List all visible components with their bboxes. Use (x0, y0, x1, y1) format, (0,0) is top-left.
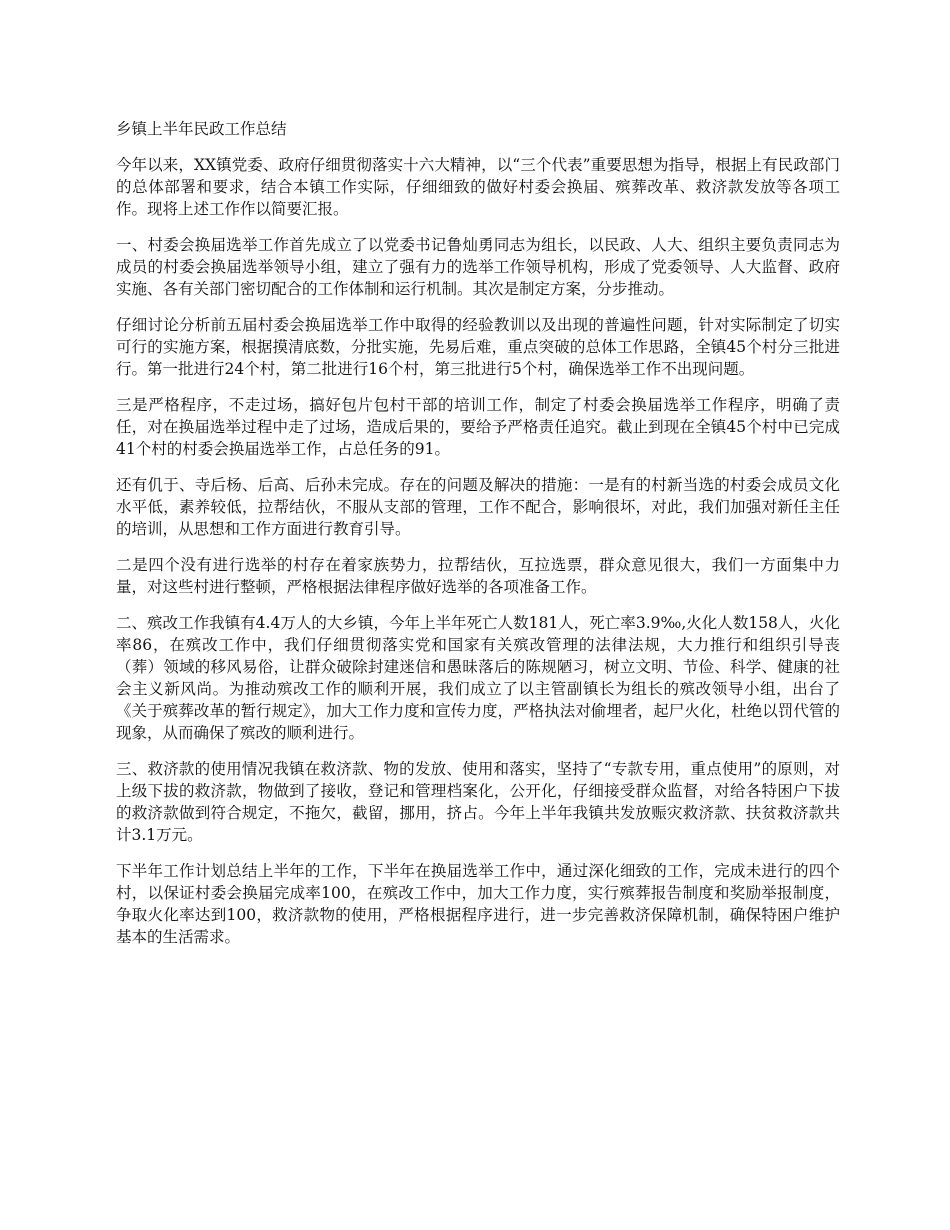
paragraph-funeral-reform: 二、殡改工作我镇有4.4万人的大乡镇，今年上半年死亡人数181人，死亡率3.9‰,火化人数158人，火化率86，在殡改工作中，我们仔细贯彻落实党和国家有关殡改管理的法律法规，大力推行和组织引导丧（葬）领域的移风易俗，让群众破除封建迷信和愚昧落后的陈规陋习，树立文明、节俭、科学、健康的社会主义新风尚。为推动殡改工作的顺利开展，我们成立了以主管副镇长为组长的殡改领导小组，出台了《关于殡葬改革的暂行规定》，加大工作力度和宣传力度，严格执法对偷埋者，起尸火化，杜绝以罚代管的现象，从而确保了殡改的顺利进行。 (116, 614, 840, 742)
paragraph-election-problems: 还有仉于、寺后杨、后高、后孙未完成。存在的问题及解决的措施：一是有的村新当选的村委会成员文化水平低，素养较低，拉帮结伙，不服从支部的管理，工作不配合，影响很坏，对此，我们加强对新任主任的培训，从思想和工作方面进行教育引导。 (116, 476, 840, 538)
paragraph-election-procedure: 三是严格程序，不走过场，搞好包片包村干部的培训工作，制定了村委会换届选举工作程序，明确了责任，对在换届选举过程中走了过场，造成后果的，要给予严格责任追究。截止到现在全镇45个村中已完成41个村的村委会换届选举工作，占总任务的91。 (116, 396, 840, 458)
paragraph-election-leadership: 一、村委会换届选举工作首先成立了以党委书记鲁灿勇同志为组长，以民政、人大、组织主要负责同志为成员的村委会换届选举领导小组，建立了强有力的选举工作领导机构，形成了党委领导、人大监督、政府实施、各有关部门密切配合的工作体制和运行机制。其次是制定方案，分步推动。 (116, 236, 840, 298)
paragraph-relief-funds: 三、救济款的使用情况我镇在救济款、物的发放、使用和落实，坚持了“专款专用，重点使用”的原则，对上级下拔的救济款，物做到了接收，登记和管理档案化，公开化，仔细接受群众监督，对给各特困户下拔的救济款做到符合规定，不拖欠，截留，挪用，挤占。今年上半年我镇共发放赈灾救济款、扶贫救济款共计3.1万元。 (116, 760, 840, 844)
document-page (116, 118, 840, 962)
paragraph-second-half-plan: 下半年工作计划总结上半年的工作，下半年在换届选举工作中，通过深化细致的工作，完成未进行的四个村，以保证村委会换届完成率100，在殡改工作中，加大工作力度，实行殡葬报告制度和奖励举报制度，争取火化率达到100，救济款物的使用，严格根据程序进行，进一步完善救济保障机制，确保特困户维护基本的生活需求。 (116, 862, 840, 946)
paragraph-election-plan: 仔细讨论分析前五届村委会换届选举工作中取得的经验教训以及出现的普遍性问题，针对实际制定了切实可行的实施方案，根据摸清底数，分批实施，先易后难，重点突破的总体工作思路，全镇45个村分三批进行。第一批进行24个村，第二批进行16个村，第三批进行5个村，确保选举工作不出现问题。 (116, 316, 840, 378)
document-title: 乡镇上半年民政工作总结 (116, 120, 287, 138)
paragraph-election-remaining: 二是四个没有进行选举的村存在着家族势力，拉帮结伙，互拉选票，群众意见很大，我们一方面集中力量，对这些村进行整顿，严格根据法律程序做好选举的各项准备工作。 (116, 556, 840, 596)
paragraph-intro: 今年以来，XX镇党委、政府仔细贯彻落实十六大精神，以“三个代表”重要思想为指导，根据上有民政部门的总体部署和要求，结合本镇工作实际，仔细细致的做好村委会换届、殡葬改革、救济款发放等各项工作。现将上述工作作以简要汇报。 (116, 156, 840, 218)
